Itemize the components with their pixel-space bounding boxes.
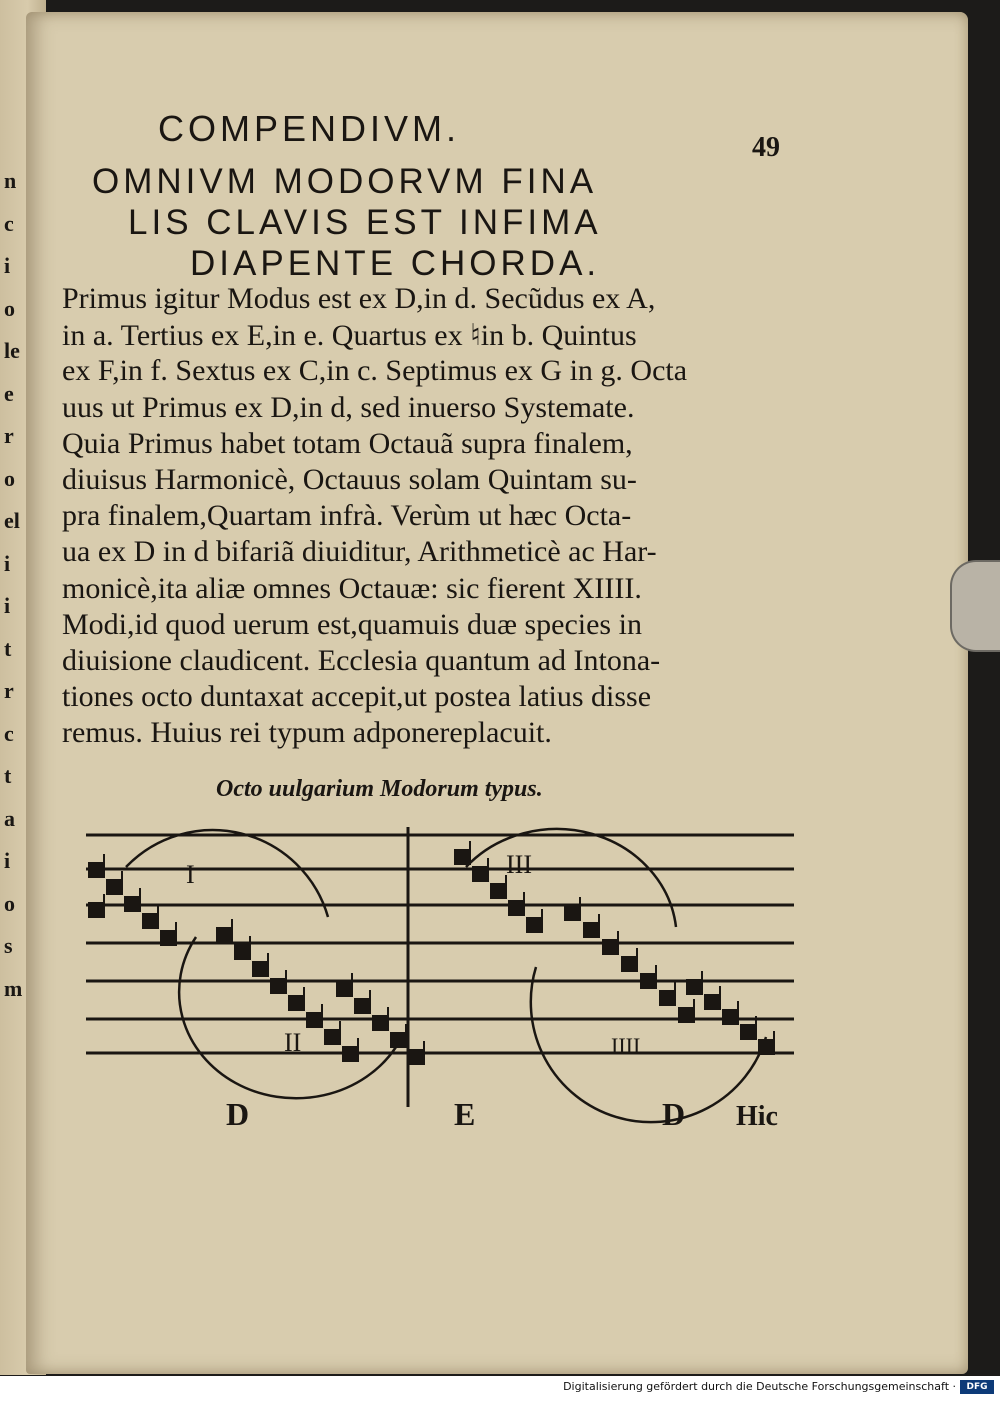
- mode-label-1: I: [186, 860, 195, 889]
- heading-line-4: DIAPENTE CHORDA.: [190, 244, 601, 283]
- book-page: [26, 12, 968, 1374]
- neume-note: [678, 1007, 694, 1023]
- neume-note: [306, 1012, 322, 1028]
- body-line: monicè,ita aliæ omnes Octauæ: sic fierent XIIII.: [62, 571, 642, 605]
- prev-page-mark: a: [4, 805, 15, 831]
- body-line: diuisus Harmonicè, Octauus solam Quintam su-: [62, 463, 637, 496]
- running-title: COMPENDIVM.: [158, 108, 461, 149]
- prev-page-mark: o: [4, 295, 15, 321]
- neume-note: [88, 902, 104, 918]
- neume-note: [336, 981, 352, 997]
- neume-note: [234, 944, 250, 960]
- neume-note: [454, 849, 470, 865]
- heading-line-2: OMNIVM MODORVM FINA: [92, 162, 598, 201]
- body-line: remus. Huius rei typum adponereplacuit.: [62, 716, 552, 750]
- neume-note: [472, 866, 488, 882]
- funding-credit: Digitalisierung gefördert durch die Deutsche Forschungsgemeinschaft ·: [563, 1380, 956, 1393]
- neume-note: [270, 978, 286, 994]
- neume-note: [686, 979, 702, 995]
- catchword: Hic: [736, 1101, 778, 1132]
- neume-note: [88, 862, 104, 878]
- body-line: Modi,id quod uerum est,quamuis duæ species in: [62, 607, 642, 641]
- neume-note: [124, 896, 140, 912]
- mode-label-2: II: [284, 1028, 302, 1057]
- prev-page-mark: e: [4, 380, 14, 406]
- prev-page-mark: o: [4, 465, 15, 491]
- body-line: uus ut Primus ex D,in d, sed inuerso Systemate.: [62, 390, 635, 424]
- prev-page-mark: c: [4, 210, 14, 236]
- prev-page-mark: i: [4, 550, 11, 576]
- neume-note: [288, 995, 304, 1011]
- mode-arcs: [126, 829, 766, 1122]
- body-line: in a. Tertius ex E,in e. Quartus ex ♮in b. Quintus: [62, 319, 637, 353]
- mode-label-3: III: [506, 850, 532, 879]
- body-line: ex F,in f. Sextus ex C,in c. Septimus ex G in g. Octa: [62, 354, 688, 388]
- body-line: ua ex D in d bifariã diuiditur, Arithmeticè ac Har-: [62, 535, 657, 569]
- neume-note: [508, 900, 524, 916]
- prev-page-mark: t: [4, 635, 12, 661]
- neume-note: [659, 990, 675, 1006]
- neume-note: [640, 973, 656, 989]
- modes-diagram: [66, 807, 806, 1137]
- final-letter-3: D: [662, 1096, 686, 1132]
- prev-page-mark: o: [4, 890, 15, 916]
- neume-note: [490, 883, 506, 899]
- neume-note: [216, 927, 232, 943]
- prev-page-mark: i: [4, 593, 11, 618]
- footer-bar: [0, 1376, 1000, 1401]
- prev-page-mark: m: [4, 975, 23, 1001]
- final-letter-2: E: [454, 1096, 476, 1132]
- neume-note: [758, 1039, 774, 1055]
- neume-note: [621, 956, 637, 972]
- mode-label-4: IIII: [611, 1033, 641, 1058]
- neume-note: [342, 1046, 358, 1062]
- neume-note: [602, 939, 618, 955]
- prev-page-mark: i: [4, 848, 11, 873]
- prev-page-mark: i: [4, 253, 11, 278]
- neume-note: [704, 994, 720, 1010]
- neume-note: [324, 1029, 340, 1045]
- neume-note: [372, 1015, 388, 1031]
- body-line: Quia Primus habet totam Octauã supra finalem,: [62, 426, 633, 460]
- neume-note: [583, 922, 599, 938]
- neume-note: [564, 905, 580, 921]
- page-turn-handle[interactable]: [950, 560, 1000, 652]
- prev-page-mark: el: [4, 508, 20, 533]
- dfg-logo: DFG: [960, 1380, 994, 1394]
- prev-page-mark: r: [4, 678, 14, 703]
- neume-note: [390, 1032, 406, 1048]
- prev-page-mark: le: [4, 338, 20, 363]
- neume-note: [740, 1024, 756, 1040]
- neume-note: [722, 1009, 738, 1025]
- final-letter-1: D: [226, 1096, 250, 1132]
- prev-page-mark: c: [4, 720, 14, 746]
- neume-note: [408, 1049, 424, 1065]
- neume-note: [106, 879, 122, 895]
- prev-page-mark: n: [4, 168, 17, 193]
- prev-page-mark: t: [4, 763, 12, 788]
- heading-line-3: LIS CLAVIS EST INFIMA: [128, 203, 602, 242]
- body-line: diuisione claudicent. Ecclesia quantum ad Intona-: [62, 644, 661, 677]
- body-line: Primus igitur Modus est ex D,in d. Secũdus ex A,: [62, 282, 656, 315]
- neume-note: [252, 961, 268, 977]
- neume-note: [160, 930, 176, 946]
- neume-note: [526, 917, 542, 933]
- figure-caption: Octo uulgarium Modorum typus.: [216, 776, 543, 802]
- body-line: tiones octo duntaxat accepit,ut postea latius disse: [62, 680, 652, 714]
- prev-page-mark: r: [4, 423, 14, 448]
- prev-page-mark: s: [4, 933, 13, 958]
- neume-note: [354, 998, 370, 1014]
- page-number: 49: [752, 132, 780, 163]
- body-line: pra finalem,Quartam infrà. Verùm ut hæc Octa-: [62, 499, 632, 533]
- neume-note: [142, 913, 158, 929]
